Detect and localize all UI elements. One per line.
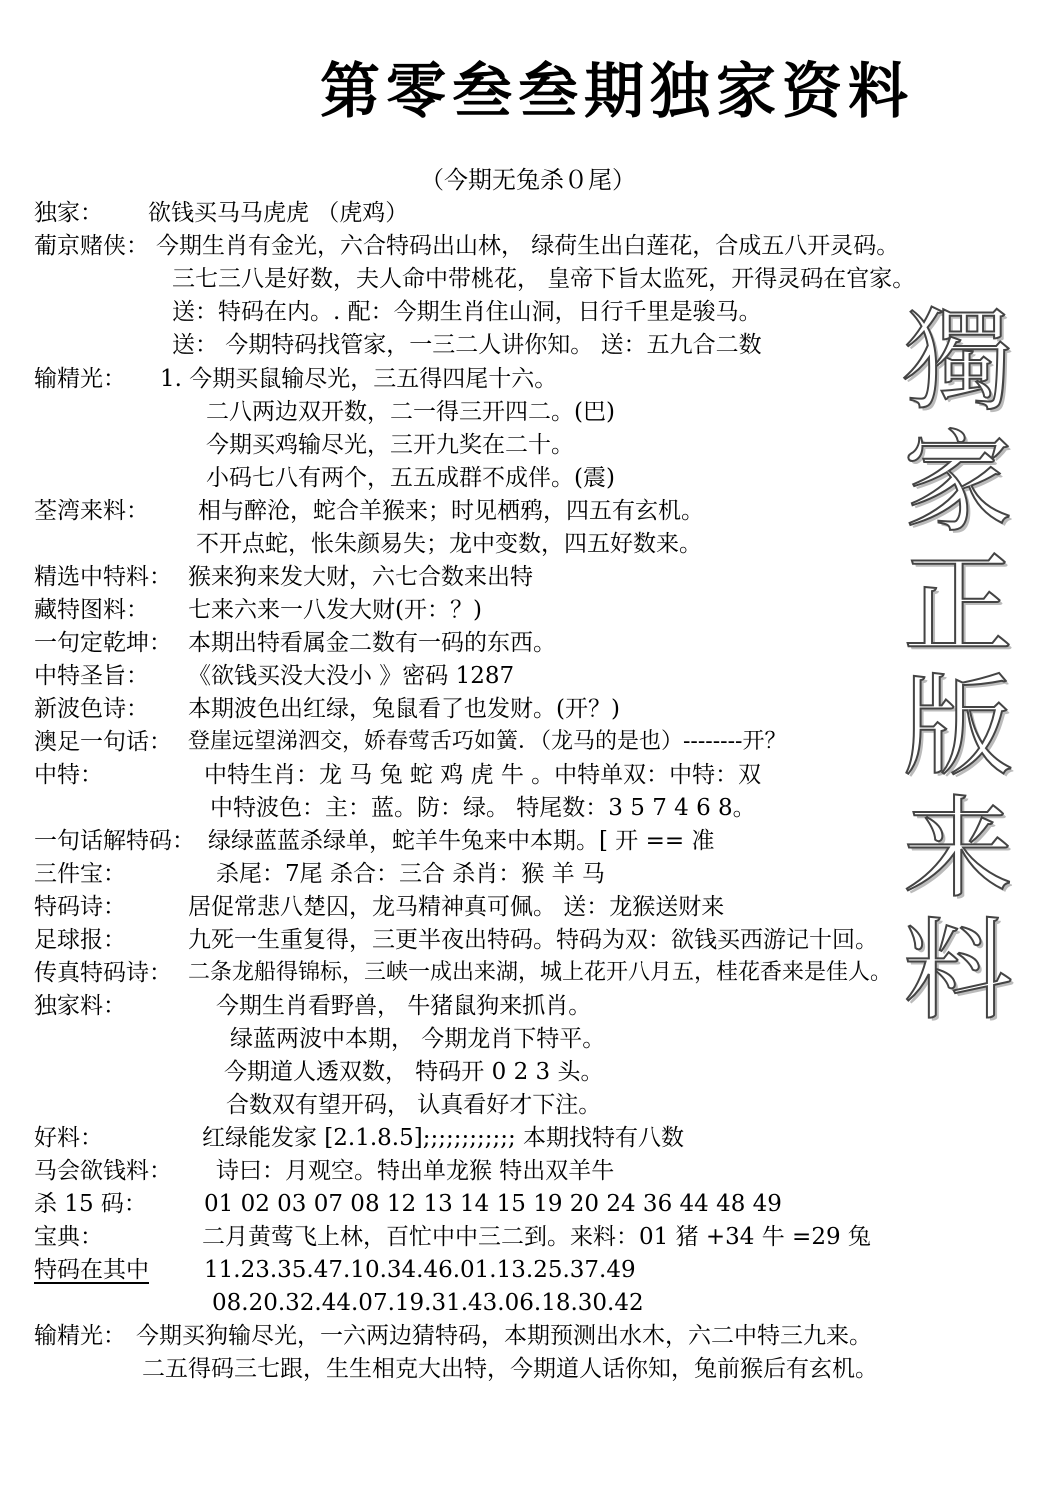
- line-text: 送：特码在内。. 配：今期生肖住山洞，日行千里是骏马。: [172, 299, 762, 325]
- line-label: 输精光：: [34, 366, 126, 392]
- line-text: 《欲钱买没大没小 》密码 1287: [188, 663, 515, 689]
- line-label: 藏特图料：: [34, 597, 149, 623]
- line-text: 七来六来一八发大财(开：？): [188, 597, 482, 623]
- line-text: 08.20.32.44.07.19.31.43.06.18.30.42: [212, 1290, 644, 1316]
- line-text: 中特生肖：龙 马 兔 蛇 鸡 虎 牛 。中特单双：中特：双: [204, 762, 762, 788]
- line-text: 本期波色出红绿，兔鼠看了也发财。(开？): [188, 696, 620, 722]
- line-text: 二月黄莺飞上林，百忙中中三二到。来料：01 猪 +34 牛 =29 兔: [202, 1224, 871, 1250]
- line-label: 独家：: [34, 200, 103, 226]
- line-text: 不开点蛇，怅朱颜易失；龙中变数，四五好数来。: [196, 531, 702, 557]
- line-text: 今期生肖有金光，六合特码出山林， 绿荷生出白莲花，合成五八开灵码。: [156, 233, 900, 259]
- line-text: 今期生肖看野兽， 牛猪鼠狗来抓肖。: [216, 993, 592, 1019]
- line-text: 红绿能发家 [2.1.8.5];;;;;;;;;;;; 本期找特有八数: [202, 1125, 685, 1151]
- line-text: 1. 今期买鼠输尽光，三五得四尾十六。: [160, 366, 558, 392]
- page-title: 第零叁叁期独家资料: [320, 57, 914, 127]
- line-text: 二八两边双开数，二一得三开四二。(巴): [206, 399, 615, 425]
- line-label: 输精光：: [34, 1323, 126, 1349]
- line-text: 本期出特看属金二数有一码的东西。: [188, 630, 556, 656]
- line-text: 送： 今期特码找管家，一三二人讲你知。 送：五九合二数: [172, 332, 762, 358]
- line-label: 三件宝：: [34, 861, 126, 887]
- line-label: 精选中特料：: [34, 564, 172, 590]
- line-text: 九死一生重复得，三更半夜出特码。特码为双：欲钱买西游记十回。: [188, 927, 878, 953]
- stamp-char: 家: [903, 419, 1013, 547]
- line-text: 二五得码三七跟，生生相克大出特，今期道人话你知，兔前猴后有玄机。: [142, 1356, 878, 1382]
- line-label: 一句话解特码：: [34, 828, 195, 854]
- stamp-char: 来: [903, 785, 1013, 913]
- line-text: 小码七八有两个，五五成群不成伴。(震): [206, 465, 615, 491]
- line-text: 猴来狗来发大财，六七合数来出特: [188, 564, 533, 590]
- stamp-char: 獨: [903, 297, 1013, 425]
- stamp-char: 正: [903, 541, 1013, 669]
- page-subtitle: （今期无兔杀０尾）: [420, 166, 636, 194]
- line-label: 荃湾来料：: [34, 498, 149, 524]
- stamp-char: 料: [903, 907, 1013, 1035]
- line-text: 合数双有望开码， 认真看好才下注。: [226, 1092, 602, 1118]
- line-label: 中特：: [34, 762, 103, 788]
- line-text: 二条龙船得锦标，三峡一成出来湖，城上花开八月五，桂花香来是佳人。: [188, 960, 893, 985]
- line-text: 三七三八是好数，夫人命中带桃花， 皇帝下旨太监死，开得灵码在官家。: [172, 266, 916, 292]
- line-text: 绿蓝两波中本期， 今期龙肖下特平。: [230, 1026, 606, 1052]
- line-text: 中特波色：主：蓝。防：绿。 特尾数：3 5 7 4 6 8。: [210, 795, 756, 821]
- line-text: 今期买鸡输尽光，三开九奖在二十。: [206, 432, 574, 458]
- line-text: 杀尾：7尾 杀合：三合 杀肖：猴 羊 马: [216, 861, 605, 887]
- line-label: 葡京赌侠：: [34, 233, 149, 259]
- line-label: 杀 15 码：: [34, 1191, 147, 1217]
- line-label: 一句定乾坤：: [34, 630, 172, 656]
- line-label: 传真特码诗：: [34, 960, 172, 986]
- vertical-stamp: [898, 297, 1018, 1420]
- line-text: 11.23.35.47.10.34.46.01.13.25.37.49: [204, 1257, 636, 1283]
- stamp-char: 版: [903, 663, 1013, 791]
- line-text: 今期买狗输尽光，一六两边猜特码，本期预测出水木，六二中特三九来。: [136, 1323, 872, 1349]
- line-text: 01 02 03 07 08 12 13 14 15 19 20 24 36 44 48 49: [204, 1191, 782, 1217]
- line-label: 足球报：: [34, 927, 126, 953]
- line-label: 新波色诗：: [34, 696, 149, 722]
- line-label: 中特圣旨：: [34, 663, 149, 689]
- line-label: 特码诗：: [34, 894, 126, 920]
- line-text: 欲钱买马马虎虎 （虎鸡）: [148, 200, 409, 226]
- line-label: 宝典：: [34, 1224, 103, 1250]
- line-text: 绿绿蓝蓝杀绿单，蛇羊牛兔来中本期。[ 开 == 准: [208, 828, 715, 854]
- line-text: 诗曰：月观空。特出单龙猴 特出双羊牛: [216, 1158, 615, 1184]
- line-label: 澳足一句话：: [34, 729, 172, 755]
- line-label: 特码在其中: [34, 1257, 149, 1283]
- line-label: 好料：: [34, 1125, 103, 1151]
- line-text: 居促常悲八楚囚，龙马精神真可佩。 送：龙猴送财来: [188, 894, 725, 920]
- line-text: 登崖远望涕泗交，娇春莺舌巧如簧．（龙马的是也）--------开？: [188, 729, 787, 754]
- line-label: 独家料：: [34, 993, 126, 1019]
- line-label: 马会欲钱料：: [34, 1158, 172, 1184]
- line-text: 今期道人透双数， 特码开 0 2 3 头。: [224, 1059, 604, 1085]
- line-text: 相与醉沧，蛇合羊猴来；时见栖鸦，四五有玄机。: [198, 498, 704, 524]
